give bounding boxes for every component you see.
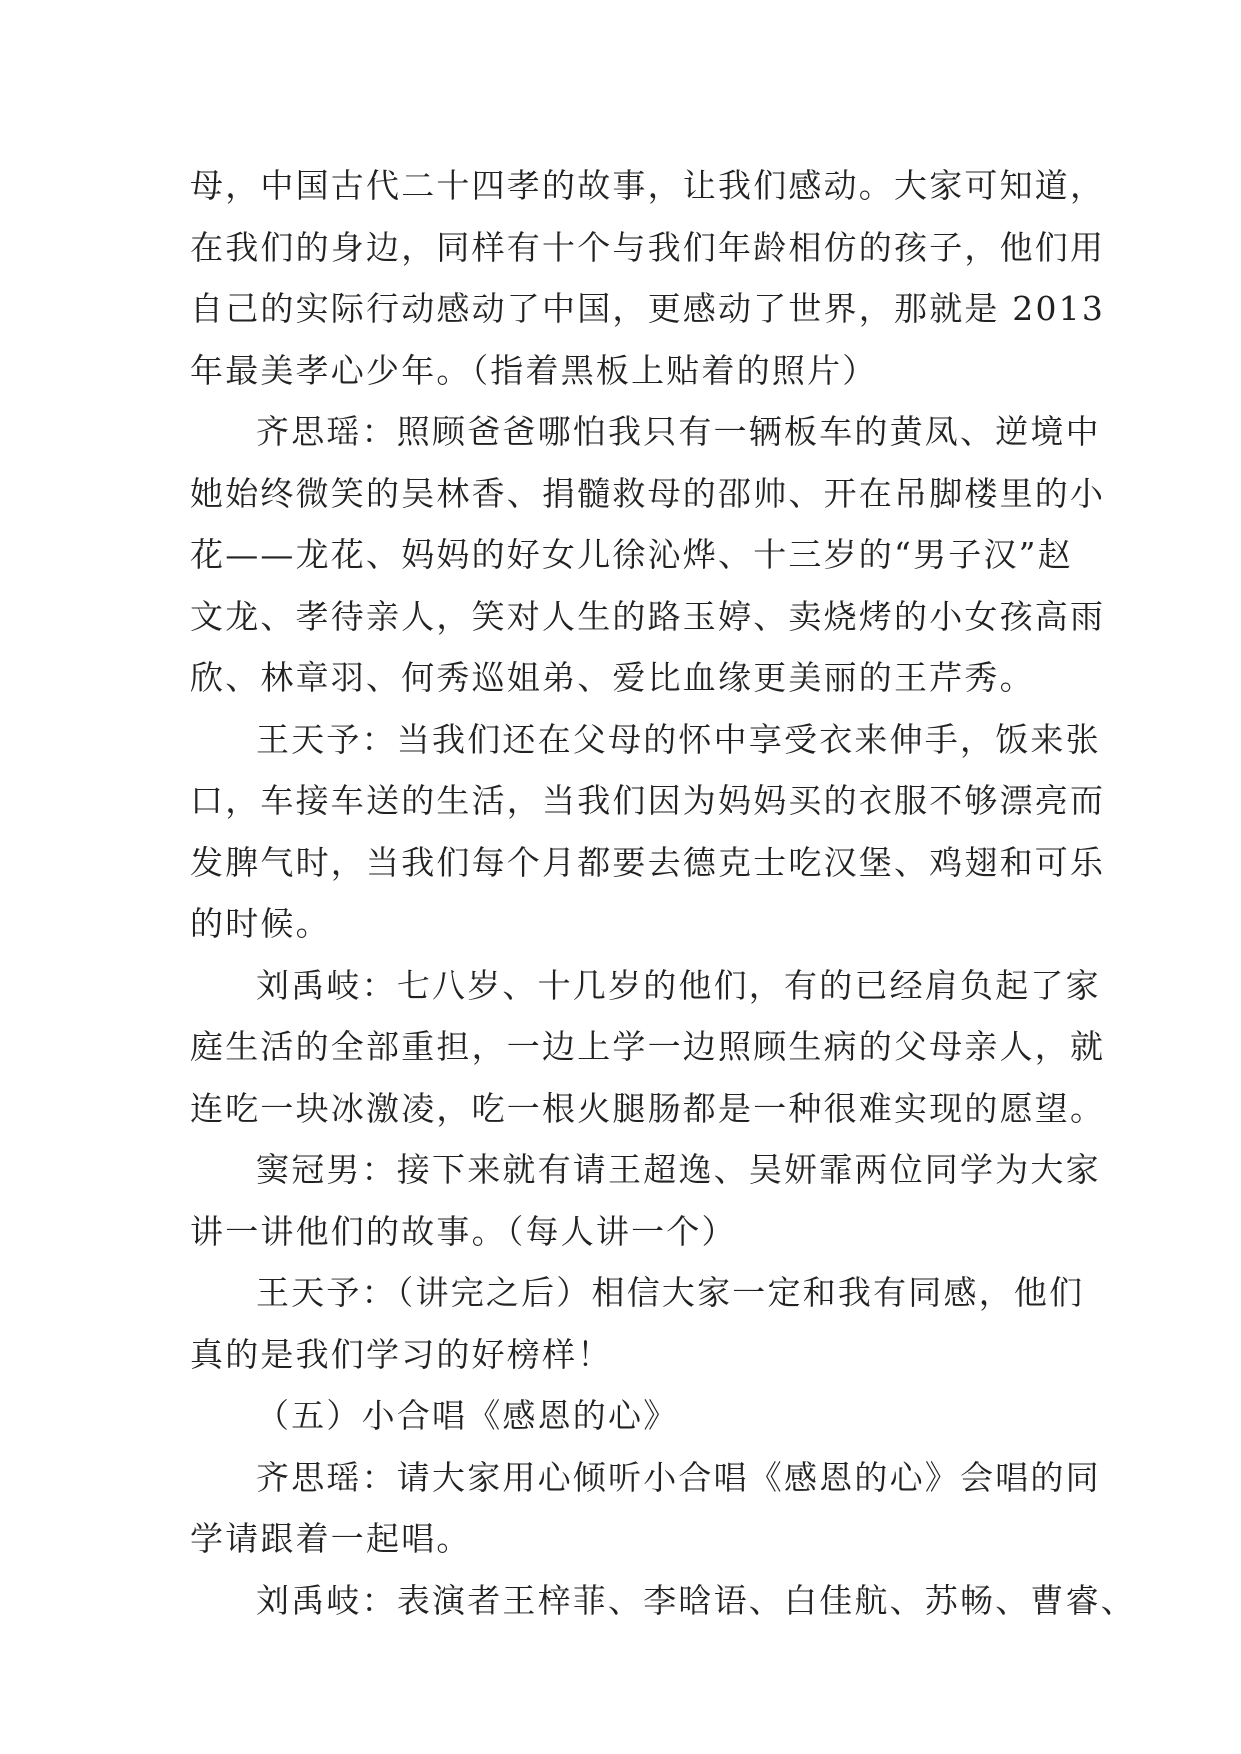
text-line: 自己的实际行动感动了中国，更感动了世界，那就是 2013 (190, 289, 1106, 328)
text-line: 口，车接车送的生活，当我们因为妈妈买的衣服不够漂亮而 (190, 781, 1106, 820)
text-line: 齐思瑶：请大家用心倾听小合唱《感恩的心》会唱的同 (256, 1457, 1101, 1497)
text-line: 在我们的身边，同样有十个与我们年龄相仿的孩子，他们用 (190, 227, 1106, 267)
text-line: 王天予：当我们还在父母的怀中享受衣来伸手，饭来张 (256, 719, 1101, 759)
text-line: 连吃一块冰激凌，吃一根火腿肠都是一种很难实现的愿望。 (190, 1088, 1106, 1128)
text-line: 窦冠男：接下来就有请王超逸、吴妍霏两位同学为大家 (256, 1150, 1101, 1189)
text-line: 讲一讲他们的故事。（每人讲一个） (190, 1211, 737, 1251)
text-line: 她始终微笑的吴林香、捐髓救母的邵帅、开在吊脚楼里的小 (190, 473, 1106, 513)
text-line: 文龙、孝待亲人，笑对人生的路玉婷、卖烧烤的小女孩高雨 (190, 596, 1106, 636)
text-line: 花——龙花、妈妈的好女儿徐沁烨、十三岁的“男子汉”赵 (190, 535, 1073, 574)
text-line: 发脾气时，当我们每个月都要去德克士吃汉堡、鸡翅和可乐 (190, 842, 1106, 882)
text-line: 的时候。 (190, 904, 331, 943)
text-line: 母，中国古代二十四孝的故事，让我们感动。大家可知道， (190, 166, 1106, 205)
text-line: 刘禹岐：七八岁、十几岁的他们，有的已经肩负起了家 (256, 965, 1101, 1005)
text-line: 欣、林章羽、何秀巡姐弟、爱比血缘更美丽的王芹秀。 (190, 658, 1035, 697)
text-line: 王天予：（讲完之后）相信大家一定和我有同感，他们 (256, 1273, 1085, 1312)
text-line: 真的是我们学习的好榜样！ (190, 1334, 613, 1374)
document-page (190, 155, 1136, 1631)
text-line: 刘禹岐：表演者王梓菲、李晗语、白佳航、苏畅、曹睿、 (256, 1580, 1136, 1620)
text-line: 年最美孝心少年。（指着黑板上贴着的照片） (190, 350, 878, 390)
text-line: 庭生活的全部重担，一边上学一边照顾生病的父母亲人，就 (190, 1027, 1106, 1066)
text-line: 学请跟着一起唱。 (190, 1519, 472, 1558)
text-line: 齐思瑶：照顾爸爸哪怕我只有一辆板车的黄凤、逆境中 (256, 412, 1101, 451)
section-heading: （五）小合唱《感恩的心》 (256, 1396, 679, 1435)
